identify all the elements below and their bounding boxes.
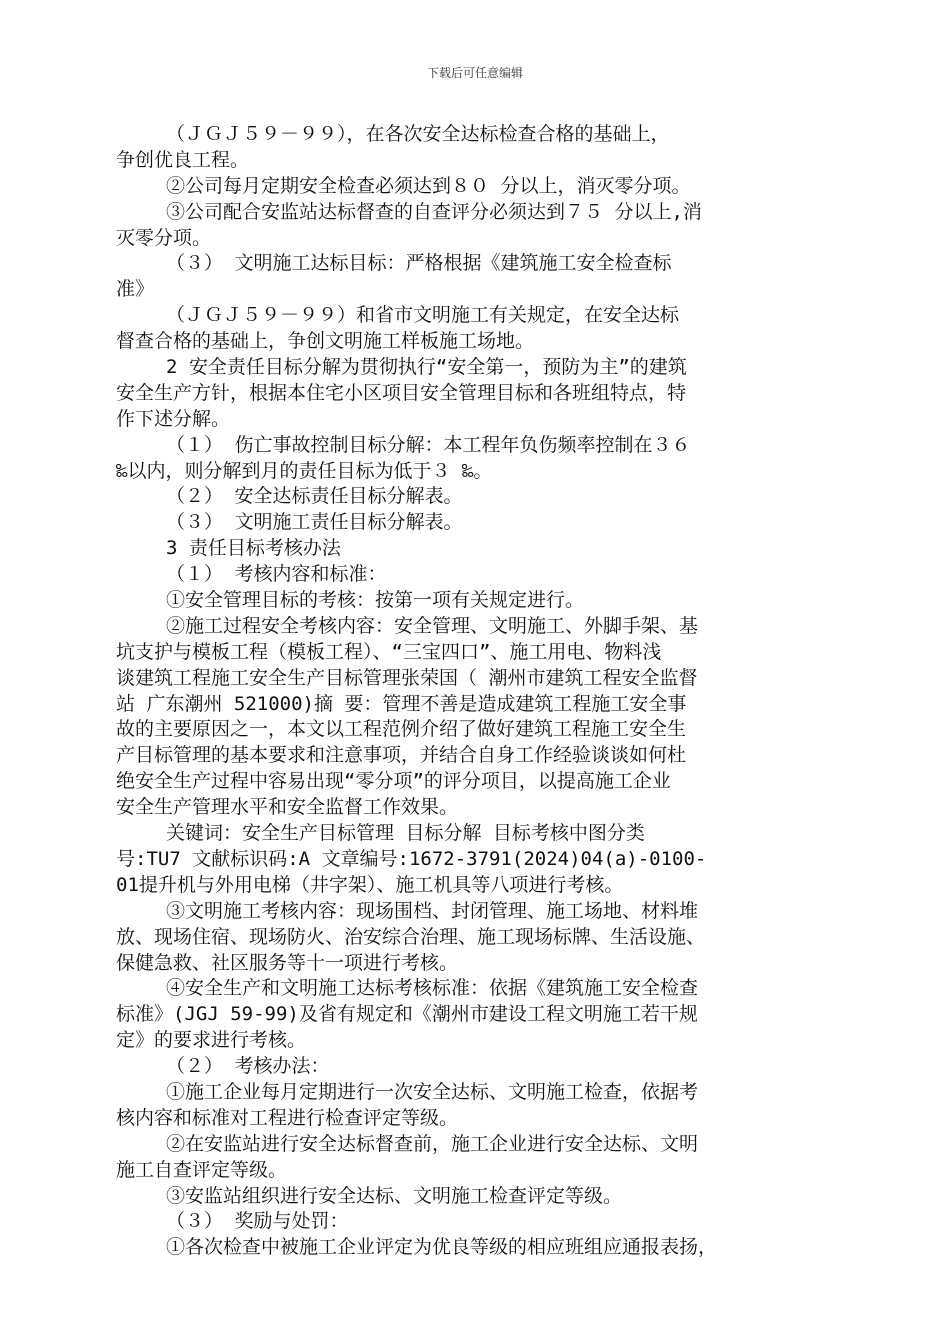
text-line: ①安全管理目标的考核：按第一项有关规定进行。: [166, 589, 585, 612]
text-line: 定》的要求进行考核。: [116, 1029, 307, 1052]
text-line: 01提升机与外用电梯（井字架）、施工机具等八项进行考核。: [116, 873, 624, 896]
text-line: 安全生产方针，根据本住宅小区项目安全管理目标和各班组特点，特: [116, 381, 687, 404]
text-line: （１） 伤亡事故控制目标分解：本工程年负伤频率控制在３６: [166, 433, 691, 456]
text-line: ②施工过程安全考核内容：安全管理、文明施工、外脚手架、基: [166, 614, 699, 637]
text-line: ①各次检查中被施工企业评定为优良等级的相应班组应通报表扬，: [166, 1236, 718, 1259]
text-line: 号:TU7 文献标识码:A 文章编号:1672-3791(2024)04(a)-0100-: [116, 847, 707, 870]
text-line: 灭零分项。: [116, 226, 212, 249]
text-line: （３） 文明施工责任目标分解表。: [166, 511, 463, 534]
text-line: 2 安全责任目标分解为贯彻执行“安全第一，预防为主”的建筑: [166, 356, 687, 379]
text-line: ③安监站组织进行安全达标、文明施工检查评定等级。: [166, 1184, 623, 1207]
text-line: （ＪＧＪ５９－９９）和省市文明施工有关规定，在安全达标: [166, 304, 680, 327]
text-line: （２） 安全达标责任目标分解表。: [166, 485, 463, 508]
text-line: 绝安全生产过程中容易出现“零分项”的评分项目，以提高施工企业: [116, 770, 671, 793]
text-line: 安全生产管理水平和安全监督工作效果。: [116, 796, 459, 819]
text-line: （３） 奖励与处罚：: [166, 1210, 349, 1233]
text-line: ④安全生产和文明施工达标考核标准：依据《建筑施工安全检查: [166, 977, 699, 1000]
text-line: （１） 考核内容和标准：: [166, 563, 387, 586]
page-header: 下载后可任意编辑: [426, 66, 523, 80]
text-line: 放、现场住宿、现场防火、治安综合治理、施工现场标牌、生活设施、: [116, 925, 706, 948]
text-line: ②在安监站进行安全达标督查前，施工企业进行安全达标、文明: [166, 1132, 699, 1155]
text-line: ②公司每月定期安全检查必须达到８０ 分以上，消灭零分项。: [166, 174, 691, 197]
text-line: 保健急救、社区服务等十一项进行考核。: [116, 951, 459, 974]
text-line: 站 广东潮州 521000)摘 要：管理不善是造成建筑工程施工安全事: [116, 692, 687, 715]
text-line: 谈建筑工程施工安全生产目标管理张荣国（ 潮州市建筑工程安全监督: [116, 666, 698, 689]
text-line: 故的主要原因之一，本文以工程范例介绍了做好建筑工程施工安全生: [116, 718, 687, 741]
text-line: （３） 文明施工达标目标：严格根据《建筑施工安全检查标: [166, 252, 672, 275]
document-body: [116, 122, 866, 1261]
text-line: 督查合格的基础上，争创文明施工样板施工场地。: [116, 330, 535, 353]
text-line: 3 责任目标考核办法: [166, 537, 341, 560]
text-line: ③文明施工考核内容：现场围档、封闭管理、施工场地、材料堆: [166, 899, 699, 922]
text-line: ①施工企业每月定期进行一次安全达标、文明施工检查，依据考: [166, 1080, 699, 1103]
text-line: 作下述分解。: [116, 407, 231, 430]
text-line: （２） 考核办法：: [166, 1055, 330, 1078]
text-line: 争创优良工程。: [116, 148, 250, 171]
text-line: 准》: [116, 278, 155, 301]
text-line: （ＪＧＪ５９－９９），在各次安全达标检查合格的基础上，: [166, 123, 670, 145]
text-line: 坑支护与模板工程（模板工程）、“三宝四口”、施工用电、物料浅: [116, 640, 662, 663]
text-line: 施工自查评定等级。: [116, 1158, 288, 1181]
text-line: 标准》(JGJ 59-99)及省有规定和《潮州市建设工程文明施工若干规: [116, 1003, 698, 1026]
text-line: ③公司配合安监站达标督查的自查评分必须达到７５ 分以上,消: [166, 200, 702, 223]
text-line: ‰以内，则分解到月的责任目标为低于３ ‰。: [116, 459, 493, 482]
text-line: 产目标管理的基本要求和注意事项，并结合自身工作经验谈谈如何杜: [116, 744, 687, 767]
text-line: 核内容和标准对工程进行检查评定等级。: [116, 1106, 459, 1129]
text-line: 关键词：安全生产目标管理 目标分解 目标考核中图分类: [166, 822, 645, 845]
